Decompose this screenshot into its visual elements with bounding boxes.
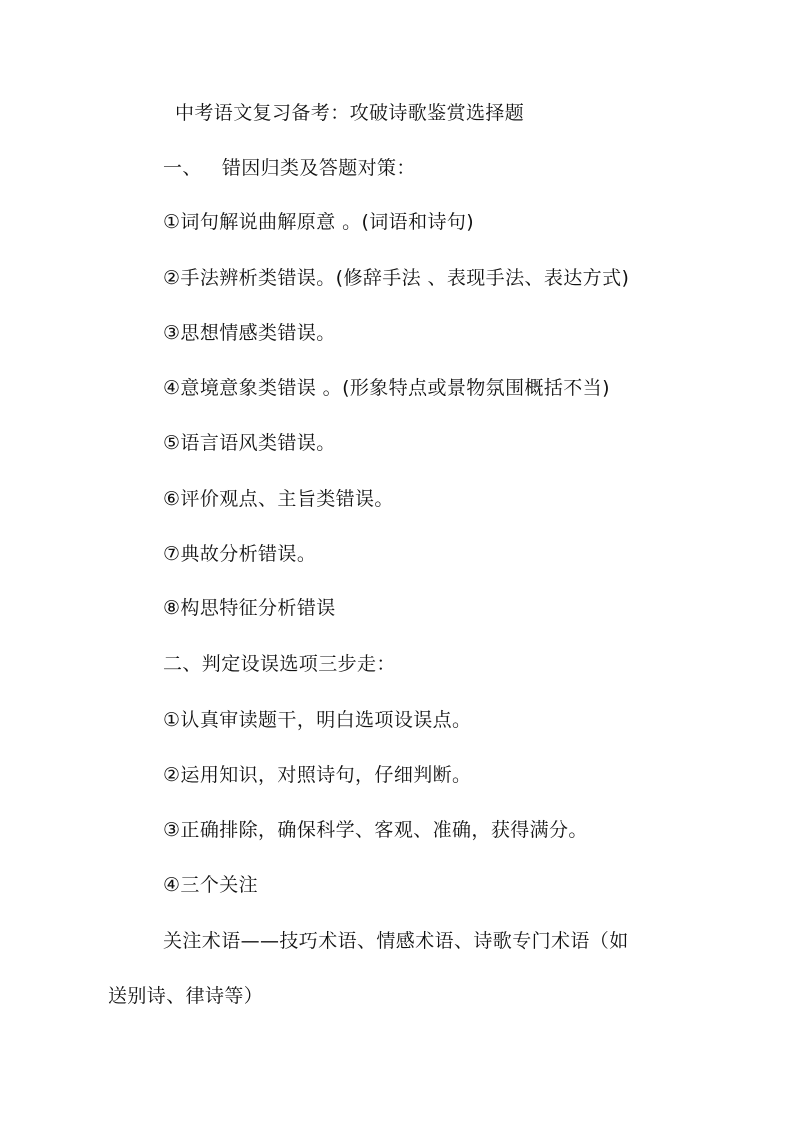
error-item-2: ②手法辨析类错误。(修辞手法 、表现手法、表达方式) [163, 267, 630, 289]
section-one-title: 错因归类及答题对策： [221, 157, 416, 179]
focus-paragraph-line-1: 关注术语——技巧术语、情感术语、诗歌专门术语（如 [163, 930, 629, 952]
step-item-3: ③正确排除，确保科学、客观、准确，获得满分。 [163, 819, 588, 841]
focus-paragraph-line-2: 送别诗、律诗等） [108, 985, 264, 1007]
error-item-3: ③思想情感类错误。 [163, 322, 336, 344]
error-item-6: ⑥评价观点、主旨类错误。 [163, 488, 394, 510]
error-item-4: ④意境意象类错误 。(形象特点或景物氛围概括不当) [163, 377, 610, 399]
section-one-heading [163, 153, 416, 183]
error-item-5: ⑤语言语风类错误。 [163, 432, 336, 454]
error-item-7: ⑦典故分析错误。 [163, 543, 317, 565]
step-item-4: ④三个关注 [163, 874, 259, 896]
step-item-2: ②运用知识，对照诗句，仔细判断。 [163, 764, 472, 786]
section-two-heading: 二、判定设误选项三步走： [163, 653, 396, 675]
error-item-1: ①词句解说曲解原意 。(词语和诗句) [163, 211, 475, 233]
document-title: 中考语文复习备考：攻破诗歌鉴赏选择题 [175, 102, 525, 124]
error-item-8: ⑧构思特征分析错误 [163, 597, 336, 619]
step-item-1: ①认真审读题干，明白选项设误点。 [163, 709, 472, 731]
section-one-number: 一、 [163, 157, 202, 179]
